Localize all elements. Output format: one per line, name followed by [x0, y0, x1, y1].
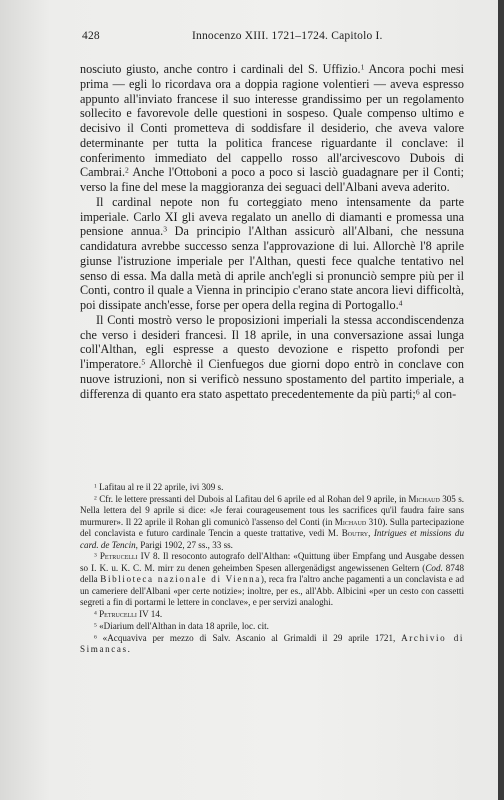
footnote-2-author-2: Michaud [334, 516, 367, 527]
footnote-2-author-3: Boutry [341, 528, 369, 539]
footnote-3-text-b: 8748 della [80, 562, 464, 585]
footnote-3-text-a: IV 8. Il resoconto autografo dell'Althan: «Quittung über Empfang und Ausgabe dessen so I. K. u. K. C. M. mirr zu denen geheimben Spesen allergenädigst angewissenen Geltern ( [80, 551, 464, 573]
footnote-4 [80, 609, 464, 620]
footnote-2-text-c: 310). Sulla partecipazione del conclavista e futuro cardinale Tencin a queste trattative, vedi M. [80, 516, 464, 539]
footnote-2-text-a: Cfr. le lettere pressanti del Dubois al Lafitau del 6 aprile ed al Rohan del 9 aprile, in [99, 493, 409, 504]
running-header [82, 30, 460, 46]
footnote-2-work-title: Intrigues et missions du card. de Tencin [80, 528, 464, 550]
paragraph-3-text-a: Il Conti mostrò verso le proposizioni imperiali la stessa accondiscendenza che verso i desideri francesi. Il 18 aprile, in una conversazione assai lunga coll'Althan, egli espresse a questo devozione e rispetto profondi per l'imperatore. [80, 312, 464, 371]
page-number: 428 [82, 30, 100, 42]
footnote-4-author: Petrucelli [99, 608, 137, 619]
main-text [80, 62, 464, 401]
footnote-2-text-d: , [368, 528, 374, 539]
paragraph-3-text-b: Allorchè il Cienfuegos due giorni dopo entrò in conclave con nuove istruzioni, non si verificò nessuno spostamento del partito imperiale, a differenza di quanto era stato aspettato precedentemente da più parti; [80, 357, 464, 401]
footnote-6-archive: Archivio di Simancas [80, 632, 464, 655]
footnote-3-library: Biblioteca nazionale di Vienna [100, 574, 261, 585]
footnotes [80, 482, 464, 656]
footnote-2 [80, 494, 464, 551]
footnote-4-mark: 4 [94, 610, 97, 617]
footnote-2-text-e: , Parigi 1902, 27 ss., 33 ss. [135, 539, 233, 550]
running-title: Innocenzo XIII. 1721–1724. Capitolo I. [192, 30, 383, 42]
footnote-5-text: «Diarium dell'Althan in data 18 aprile, loc. cit. [99, 620, 269, 631]
footnote-ref-5: 5 [141, 357, 146, 367]
footnote-ref-3: 3 [163, 224, 167, 234]
footnote-3-text-c: ), reca fra l'altro anche pagamenti a un conclavista e ad un cameriere dell'Albani «per certe notizie»; inoltre, per es., all'Abb. Albicini «per un cesto con cassetti segreti a fin di portarmi le lettere in conclave», e per servizi analoghi. [80, 574, 465, 608]
paragraph-2-text-a: Il cardinal nepote non fu corteggiato meno intensamente da parte imperiale. Carlo XI gli aveva regalato un anello di diamanti e promessa una pensione annua. [80, 194, 464, 239]
footnote-6 [80, 633, 464, 656]
page-gutter-shadow [498, 0, 504, 800]
footnote-3-codex: Cod. [425, 562, 443, 573]
footnote-2-text-b: 305 s. Nella lettera del 9 aprile si dice: «Je ferai courageusement tous les sacrifices qu'il faudra faire sans murmurer». Il 22 aprile il Rohan gli comunicò l'assenso del Conti (in [80, 493, 465, 527]
paragraph-3-text-c: al con- [419, 386, 457, 401]
footnote-5-mark: 5 [94, 622, 97, 629]
paragraph-1-text-a: nosciuto giusto, anche contro i cardinali del S. Uffizio. [80, 62, 361, 76]
footnote-ref-6: 6 [415, 387, 420, 397]
footnote-1-mark: 1 [94, 483, 97, 490]
footnote-5 [80, 621, 464, 632]
footnote-2-author-1: Michaud [408, 493, 440, 504]
footnote-4-text: IV 14. [136, 608, 163, 619]
paragraph-1-text-c: Anche l'Ottoboni a poco a poco si lasciò guadagnare per il Conti; verso la fine del mese la maggioranza dei seguaci dell'Albani aveva aderito. [80, 165, 464, 194]
footnote-2-mark: 2 [94, 495, 97, 502]
paragraph-2-text-b: Da principio l'Althan assicurò all'Albani, che nessuna candidatura avrebbe successo senza l'approvazione di lui. Allorchè l'8 aprile giunse l'istruzione imperiale per l'Althan, questi fece qualche tentativo nel senso di essa. Ma dalla metà di aprile anch'egli si pronunciò sempre più per il Conti, contro il quale a Vienna in principio c'erano state ancora lievi difficoltà, poi dissipate anch'esse, forse per opera della regina di Portogallo. [80, 224, 464, 312]
footnote-ref-2: 2 [125, 165, 129, 175]
footnote-ref-1: 1 [360, 62, 365, 72]
footnote-3-mark: 3 [94, 552, 97, 559]
paragraph-1-text-b: Ancora pochi mesi prima — egli lo ricordava ora a doppia ragione volentieri — aveva espresso appunto all'inviato francese il suo interesse grandissimo per un regolamento sollecito e favorevole delle questioni in sospeso. Quale compenso ultimo e decisivo il Conti prometteva di soddisfare il desiderio, che aveva valore determinante per tutta la politica francese riguardante il conclave: il conferimento immediato del cappello rosso all'arcivescovo Dubois di Cambrai. [80, 62, 464, 180]
footnote-3-author: Petrucelli [99, 551, 138, 562]
footnote-3 [80, 551, 464, 608]
footnote-6-text-a: «Acquaviva per mezzo di Salv. Ascanio al Grimaldi il 29 aprile 1721, [102, 632, 402, 643]
paragraph-1 [80, 62, 464, 195]
paragraph-3 [80, 313, 464, 402]
paragraph-2 [80, 195, 464, 313]
footnote-6-mark: 6 [94, 634, 97, 641]
footnote-1-text: Lafitau al re il 22 aprile, ivi 309 s. [99, 482, 224, 492]
footnote-ref-4: 4 [398, 298, 403, 308]
footnote-1 [80, 482, 464, 493]
footnote-6-text-b: . [127, 644, 130, 655]
